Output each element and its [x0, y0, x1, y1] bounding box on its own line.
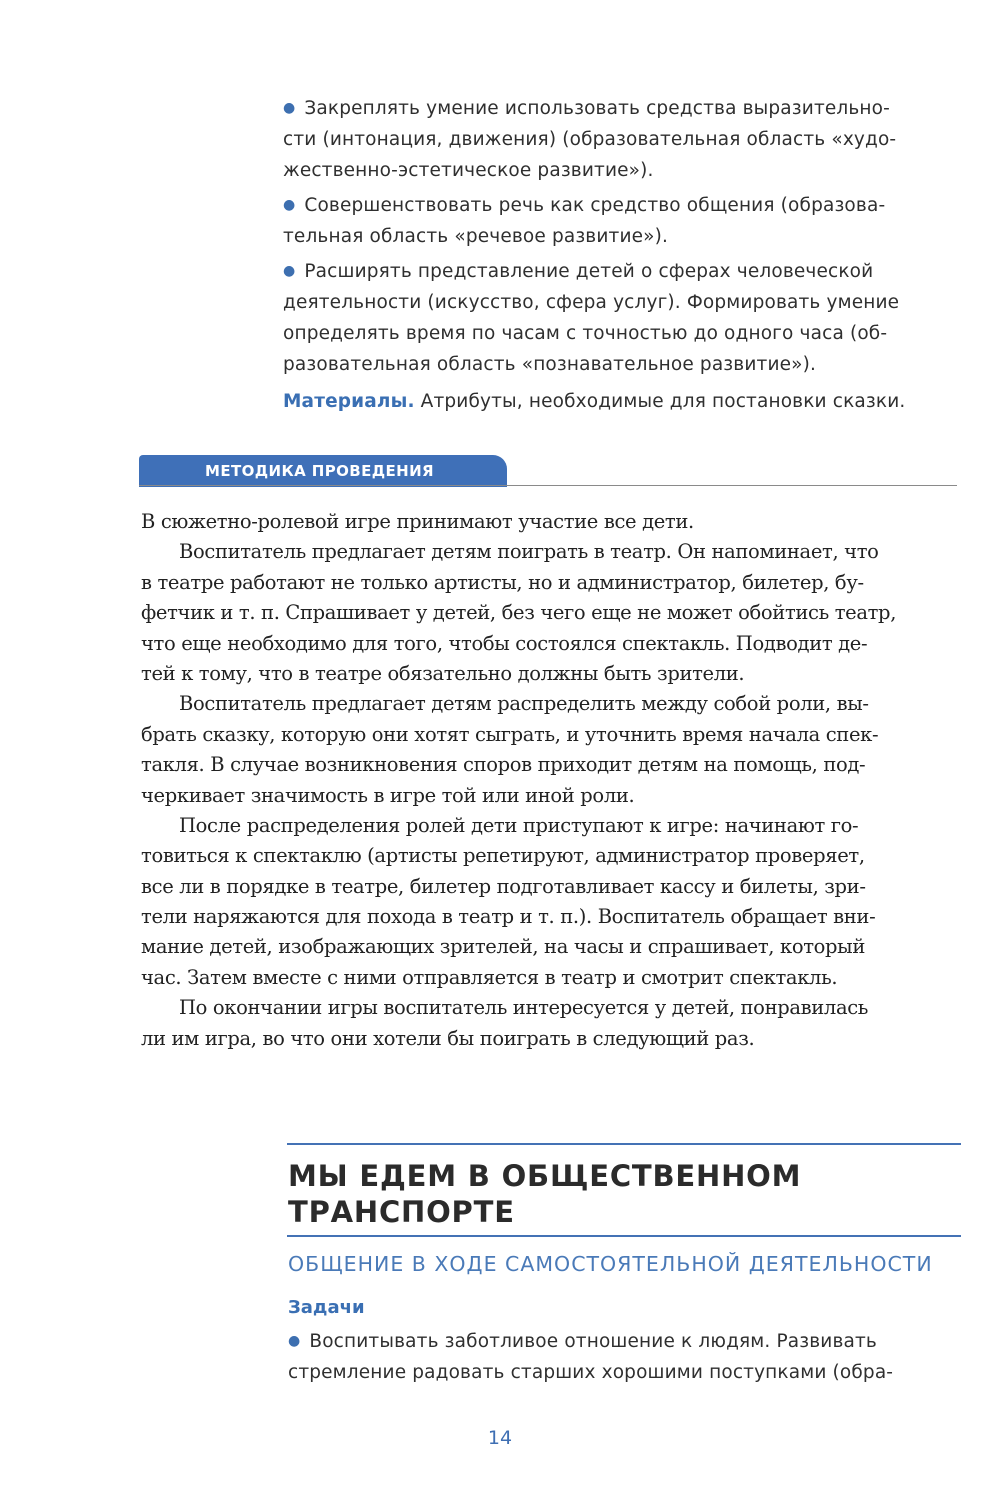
goals-list	[283, 93, 955, 417]
materials-text: Атрибуты, необходимые для постановки сказки.	[420, 391, 906, 412]
paragraph-line: После распределения ролей дети приступают к игре: начинают го-	[179, 813, 859, 837]
paragraph-line: час. Затем вместе с ними отправляется в театр и смотрит спектакль.	[141, 965, 838, 989]
paragraph-line: ли им игра, во что они хотели бы поиграть в следующий раз.	[141, 1026, 755, 1050]
paragraph-line: в театре работают не только артисты, но и администратор, билетер, бу-	[141, 570, 864, 594]
paragraph-line: товиться к спектаклю (артисты репетируют, администратор проверяет,	[141, 844, 865, 868]
paragraph-line: В сюжетно-ролевой игре принимают участие все дети.	[141, 510, 694, 533]
paragraph-line: все ли в порядке в театре, билетер подготавливает кассу и билеты, зри-	[141, 874, 866, 898]
text-line: ● Расширять представление детей о сферах человеческой	[283, 261, 874, 282]
goal-item	[283, 190, 955, 252]
paragraph-line: фетчик и т. п. Спрашивает у детей, без чего еще не может обойтись театр,	[141, 601, 897, 625]
page-number: 14	[487, 1427, 513, 1449]
chapter-top-rule	[287, 1143, 961, 1145]
text-line: стремление радовать старших хорошими поступками (обра-	[288, 1362, 894, 1383]
text-line: деятельности (искусство, сфера услуг). Формировать умение	[283, 292, 900, 313]
bullet-dot-icon: ●	[283, 197, 296, 213]
paragraph-line: брать сказку, которую они хотят сыграть, и уточнить время начала спек-	[141, 722, 879, 746]
goal-item	[283, 93, 955, 186]
text-line: ● Закреплять умение использовать средства выразительно-	[283, 98, 890, 119]
materials-label: Материалы.	[283, 391, 415, 412]
tasks-list	[288, 1326, 960, 1388]
paragraph-line: тей к тому, что в театре обязательно должны быть зрители.	[141, 661, 745, 685]
paragraph-line: мание детей, изображающих зрителей, на часы и спрашивает, который	[141, 935, 866, 959]
paragraph-line: что еще необходимо для того, чтобы состоялся спектакль. Подводит де-	[141, 631, 868, 655]
paragraph-line: Воспитатель предлагает детям поиграть в театр. Он напоминает, что	[179, 540, 879, 564]
paragraph-line: черкивает значимость в игре той или иной роли.	[141, 783, 635, 807]
section-divider	[139, 485, 957, 486]
materials-line	[283, 386, 955, 417]
method-body	[141, 507, 959, 1054]
chapter-title	[288, 1158, 960, 1230]
paragraph-line: тели наряжаются для похода в театр и т. п.). Воспитатель обращает вни-	[141, 905, 876, 929]
text-line: тельная область «речевое развитие»).	[283, 226, 669, 247]
chapter-title-line: МЫ ЕДЕМ В ОБЩЕСТВЕННОМ	[288, 1159, 802, 1193]
paragraph-line: такля. В случае возникновения споров приходит детям на помощь, под-	[141, 753, 866, 777]
text-line: жественно-эстетическое развитие»).	[283, 160, 654, 181]
chapter-subtitle: ОБЩЕНИЕ В ХОДЕ САМОСТОЯТЕЛЬНОЙ ДЕЯТЕЛЬНОСТИ	[288, 1252, 933, 1276]
paragraph-line: Воспитатель предлагает детям распределить между собой роли, вы-	[179, 692, 869, 716]
chapter-title-line: ТРАНСПОРТЕ	[288, 1195, 515, 1229]
chapter-title-rule	[287, 1235, 961, 1237]
bullet-dot-icon: ●	[288, 1333, 301, 1349]
text-line: сти (интонация, движения) (образовательная область «худо-	[283, 129, 897, 150]
section-title: МЕТОДИКА ПРОВЕДЕНИЯ	[205, 462, 435, 480]
text-line: ● Воспитывать заботливое отношение к людям. Развивать	[288, 1331, 877, 1352]
tasks-heading: Задачи	[288, 1297, 365, 1318]
text-line: определять время по часам с точностью до одного часа (об-	[283, 323, 888, 344]
bullet-dot-icon: ●	[283, 263, 296, 279]
paragraph-line: По окончании игры воспитатель интересуется у детей, понравилась	[179, 996, 869, 1020]
section-header-tab	[139, 455, 507, 487]
text-line: разовательная область «познавательное развитие»).	[283, 354, 817, 375]
goal-item	[283, 256, 955, 380]
bullet-dot-icon: ●	[283, 100, 296, 116]
text-line: ● Совершенствовать речь как средство общения (образова-	[283, 195, 886, 216]
